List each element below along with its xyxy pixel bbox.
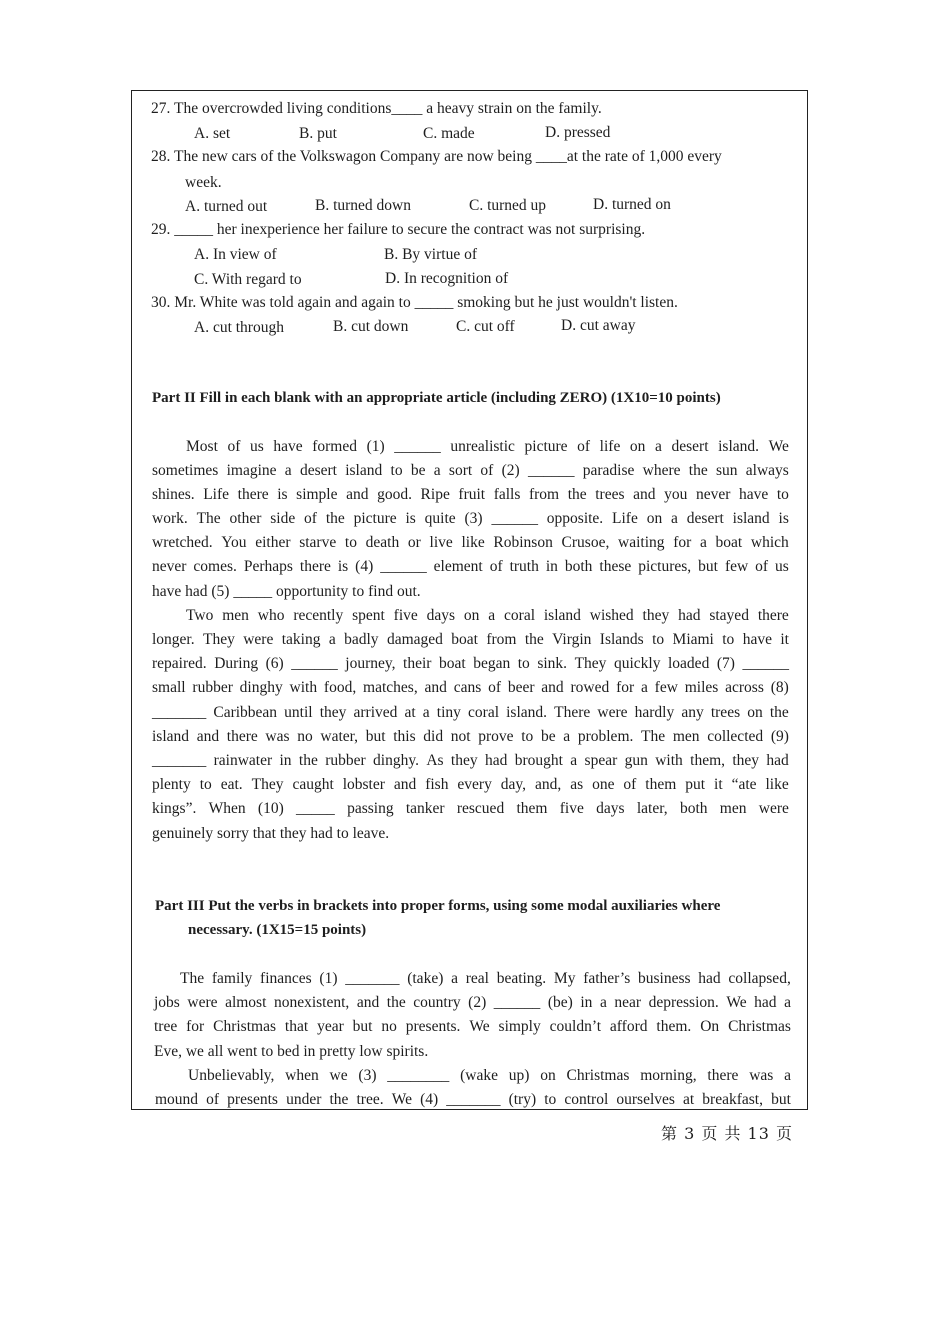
q29-option-d: D. In recognition of [385, 270, 509, 287]
part2-line-16: kings”. When (10) _____ passing tanker rescued them five days later, both men were [152, 800, 789, 817]
q29-option-a: A. In view of [194, 246, 277, 263]
part2-heading: Part II Fill in each blank with an appropriate article (including ZERO) (1X10=10 points) [152, 390, 721, 406]
part2-line-4: work. The other side of the picture is quite (3) ______ opposite. Life on a desert island is [152, 510, 789, 527]
q27-option-c: C. made [423, 125, 475, 142]
q29-option-b: B. By virtue of [384, 246, 477, 263]
part2-line-8: Two men who recently spent five days on a coral island wished they had stayed there [186, 607, 789, 624]
part2-line-13: island and there was no water, but this did not prove to be a problem. The men collected (9) [152, 728, 789, 745]
q29-option-c: C. With regard to [194, 271, 302, 288]
q28-option-a: A. turned out [185, 198, 268, 215]
question-30: 30. Mr. White was told again and again to _____ smoking but he just wouldn't listen. [151, 294, 678, 311]
part3-line-3: tree for Christmas that year but no presents. We simply couldn’t afford them. On Christmas [154, 1018, 791, 1035]
part3-line-4: Eve, we all went to bed in pretty low spirits. [154, 1043, 429, 1060]
q28-option-d: D. turned on [593, 196, 671, 213]
part3-line-5: Unbelievably, when we (3) ________ (wake up) on Christmas morning, there was a [188, 1067, 791, 1084]
part2-line-10: repaired. During (6) ______ journey, their boat began to sink. They quickly loaded (7) ______ [152, 655, 789, 672]
part2-line-6: never comes. Perhaps there is (4) ______ element of truth in both these pictures, but few of us [152, 558, 789, 575]
part2-line-14: _______ rainwater in the rubber dinghy. As they had brought a spear gun with them, they had [152, 752, 789, 769]
question-28-cont: week. [185, 174, 222, 191]
question-28: 28. The new cars of the Volkswagon Company are now being ____at the rate of 1,000 every [151, 148, 722, 165]
part3-heading-cont: necessary. (1X15=15 points) [188, 922, 367, 938]
part2-line-1: Most of us have formed (1) ______ unrealistic picture of life on a desert island. We [186, 438, 789, 455]
page-number: 第 3 页 共 13 页 [661, 1124, 793, 1143]
question-27: 27. The overcrowded living conditions____ a heavy strain on the family. [151, 100, 602, 117]
part2-line-17: genuinely sorry that they had to leave. [152, 825, 390, 842]
q30-option-b: B. cut down [333, 318, 409, 335]
q30-option-c: C. cut off [456, 318, 515, 335]
part3-line-6: mound of presents under the tree. We (4) _______ (try) to control ourselves at breakfast, but [155, 1091, 791, 1108]
q28-option-b: B. turned down [315, 197, 412, 214]
part3-heading: Part III Put the verbs in brackets into proper forms, using some modal auxiliaries where [155, 898, 721, 914]
q30-option-d: D. cut away [561, 317, 636, 334]
part2-line-2: sometimes imagine a desert island to be a sort of (2) ______ paradise where the sun always [152, 462, 789, 479]
part3-line-1: The family finances (1) _______ (take) a real beating. My father’s business had collapsed, [180, 970, 791, 987]
part2-line-5: wretched. You either starve to death or live like Robinson Crusoe, waiting for a boat which [152, 534, 789, 551]
part2-line-7: have had (5) _____ opportunity to find out. [152, 583, 421, 600]
part3-line-2: jobs were almost nonexistent, and the country (2) ______ (be) in a near depression. We had a [154, 994, 791, 1011]
part2-line-9: longer. They were taking a badly damaged boat from the Virgin Islands to Miami to have it [152, 631, 789, 648]
q28-option-c: C. turned up [469, 197, 547, 214]
part2-line-12: _______ Caribbean until they arrived at a tiny coral island. There were hardly any trees on the [152, 704, 789, 721]
q30-option-a: A. cut through [194, 319, 284, 336]
question-29: 29. _____ her inexperience her failure to secure the contract was not surprising. [151, 221, 646, 238]
q27-option-b: B. put [299, 125, 337, 142]
part2-line-11: small rubber dinghy with food, matches, and cans of beer and rowed for a few miles across (8) [152, 679, 789, 696]
part2-line-3: shines. Life there is simple and good. Ripe fruit falls from the trees and you never have to [152, 486, 789, 503]
q27-option-a: A. set [194, 125, 231, 142]
part2-line-15: plenty to eat. They caught lobster and fish every day, and, as one of them put it “ate like [152, 776, 789, 793]
q27-option-d: D. pressed [545, 124, 611, 141]
